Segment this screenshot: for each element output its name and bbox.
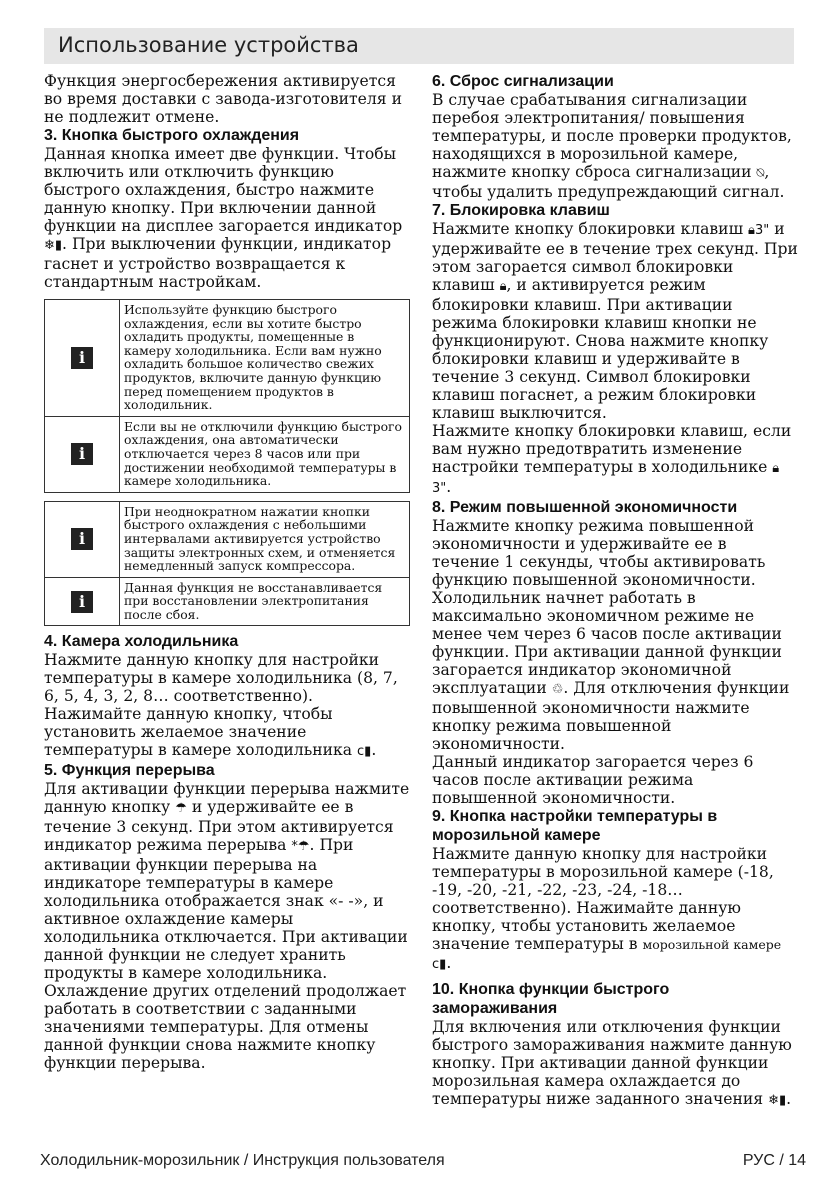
section-9-title: 9. Кнопка настройки температуры в морозильной камере (432, 808, 718, 844)
info-icon: i (71, 528, 93, 550)
info-note: i Данная функция не восстанавливается при восстановлении электропитания после сбоя. (45, 577, 409, 626)
section-10-text: Для включения или отключения функции быстрого замораживания нажмите данную кнопку. При активации данной функции морозильная камера охлаждается до температуры ниже заданного значения ❄▮. (432, 1018, 792, 1108)
section-6-title: 6. Сброс сигнализации (432, 73, 614, 90)
vacation-button-icon: ☂ (175, 801, 187, 817)
info-icon: i (71, 347, 93, 369)
section-5-title: 5. Функция перерыва (44, 762, 215, 780)
section-6-text: В случае срабатывания сигнализации перебоя электропитания/ повышения температуры, и после проверки продуктов, находящихся в морозильной камере, нажмите кнопку сброса сигнализации ⍉, чтобы удалить предупреждающий сигнал. (432, 91, 792, 201)
section-7-text-2: Нажмите кнопку блокировки клавиш, если вам нужно предотвратить изменение настройки температуры в холодильнике 🔒︎3". (432, 422, 792, 496)
section-3-title: 3. Кнопка быстрого охлаждения (44, 127, 300, 144)
info-icon: i (71, 591, 93, 613)
section-8-text: Нажмите кнопку режима повышенной экономичности и удерживайте ее в течение 1 секунды, чтобы активировать функцию повышенной экономичности. Холодильник начнет работать в максимально экономичном режиме не менее чем через 6 часов после активации функции. При активации данной функции загорается индикатор экономичной эксплуатации ♲. Для отключения функции повышенной экономичности нажмите кнопку режима повышенной экономичности. (432, 517, 790, 753)
footer-doc-title: Холодильник-морозильник / Инструкция пользователя (40, 1152, 445, 1169)
info-note: i Используйте функцию быстрого охлаждения, если вы хотите быстро охладить продукты, помещенные в камеру холодильника. Если вам нужно охладить большое количество свежих продуктов, включите данную функцию перед помещением продуктов в холодильник. (45, 300, 409, 416)
alarm-off-icon: ⍉ (756, 166, 765, 181)
right-column (432, 72, 798, 1110)
note-group-1 (44, 299, 410, 493)
section-7-title: 7. Блокировка клавиш (432, 202, 610, 219)
section-8-text-2: Данный индикатор загорается через 6 часов после активации режима повышенной экономичности. (432, 753, 754, 807)
info-note: i При неоднократном нажатии кнопки быстрого охлаждения с небольшими интервалами активируется устройство защиты электронных схем, и отменяется немедленный запуск компрессора. (45, 502, 409, 577)
note-group-2 (44, 501, 410, 627)
section-8-title: 8. Режим повышенной экономичности (432, 499, 738, 516)
fridge-compartment-icon: c▮ (357, 744, 372, 760)
lock-icon: 🔒︎ (772, 461, 780, 476)
fast-cool-icon: ❄▮ (44, 238, 63, 253)
section-4-text: Нажмите данную кнопку для настройки температуры в камере холодильника (8, 7, 6, 5, 4, 3, 2, 8… соответственно). Нажимайте данную кнопку, чтобы установить желаемое значение температуры в камере холодильника c▮. (44, 651, 398, 760)
section-9-text: Нажмите данную кнопку для настройки температуры в морозильной камере (-18, -19, -20, -21, -22, -23, -24, -18… соответственно). Нажимайте данную кнопку, чтобы установить желаемое значение температуры в морозильной камере c▮. (432, 845, 782, 972)
freezer-compartment-icon: c▮ (432, 957, 447, 972)
section-3-text: Данная кнопка имеет две функции. Чтобы включить или отключить функцию быстрого охлаждения, быстро нажмите данную кнопку. При включении данной функции на дисплее загорается индикатор ❄▮. При выключении функции, индикатор гаснет и устройство возвращается к стандартным настройкам. (44, 145, 403, 291)
page-header (44, 28, 794, 64)
lock-icon: 🔒︎ (748, 223, 755, 238)
info-icon: i (71, 443, 93, 465)
section-4-title: 4. Камера холодильника (44, 633, 239, 651)
lock-icon: 🔒︎ (499, 279, 507, 294)
left-column (44, 72, 410, 1072)
section-5-text: Для активации функции перерыва нажмите данную кнопку ☂ и удерживайте ее в течение 3 секунд. При этом активируется индикатор режима перерыва *☂. При активации функции перерыва на индикаторе температуры в камере холодильника отображается знак «- -», и активное охлаждение камеры холодильника отключается. При активации данной функции не следует хранить продукты в камере холодильника. Охлаждение других отделений продолжает работать в соответствии с заданными значениями температуры. Для отмены данной функции снова нажмите кнопку функции перерыва. (44, 780, 410, 1073)
intro-paragraph: Функция энергосбережения активируется во время доставки с завода-изготовителя и не подлежит отмене. (44, 72, 402, 126)
section-10-title: 10. Кнопка функции быстрого замораживания (432, 981, 670, 1017)
vacation-indicator-icon: *☂ (291, 839, 310, 855)
section-7-text: Нажмите кнопку блокировки клавиш 🔒︎3" и удерживайте ее в течение трех секунд. При этом загорается символ блокировки клавиш 🔒︎, и активируется режим блокировки клавиш. При активации режима блокировки клавиш кнопки не функционируют. Снова нажмите кнопку блокировки клавиш и удерживайте в течение 3 секунд. Символ блокировки клавиш погаснет, а режим блокировки клавиш выключится. (432, 220, 798, 422)
info-note: i Если вы не отключили функцию быстрого охлаждения, она автоматически отключается через 8 часов или при достижении необходимой температуры в камере холодильника. (45, 416, 409, 492)
eco-icon: ♲ (551, 682, 564, 697)
page-title: Использование устройства (58, 33, 359, 57)
footer-page-number: РУС / 14 (742, 1152, 806, 1169)
fast-freeze-icon: ❄▮ (768, 1093, 787, 1108)
